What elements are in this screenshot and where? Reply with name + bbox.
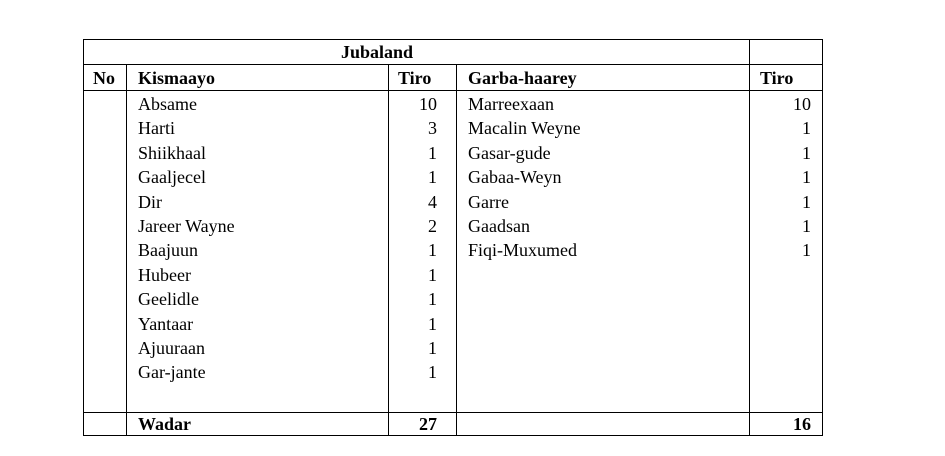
header-no: No xyxy=(93,68,115,88)
kismaayo-clan-count: 2 xyxy=(428,215,437,236)
rule-title-bottom xyxy=(84,64,822,65)
rule-total-top xyxy=(84,412,822,413)
kismaayo-clan-name: Shiikhaal xyxy=(138,142,206,163)
kismaayo-clan-count: 1 xyxy=(428,313,437,334)
kismaayo-clan-count: 3 xyxy=(428,118,437,139)
garba-haarey-clan-name: Macalin Weyne xyxy=(468,118,581,139)
kismaayo-clan-count: 1 xyxy=(428,337,437,358)
kismaayo-clan-name: Yantaar xyxy=(138,313,194,334)
kismaayo-clan-count: 1 xyxy=(428,240,437,261)
table-title: Jubaland xyxy=(341,42,414,62)
kismaayo-clan-count: 4 xyxy=(428,191,437,212)
garba-haarey-clan-name: Marreexaan xyxy=(468,94,554,114)
kismaayo-clan-name: Harti xyxy=(138,118,175,139)
kismaayo-clan-count: 1 xyxy=(428,264,437,285)
total-garba-haarey: 16 xyxy=(793,414,811,434)
header-kismaayo: Kismaayo xyxy=(138,68,216,88)
kismaayo-clan-list xyxy=(138,92,383,385)
header-garba-haarey: Garba-haarey xyxy=(468,68,577,88)
kismaayo-count-list xyxy=(389,92,437,385)
kismaayo-clan-count: 1 xyxy=(428,362,437,383)
rule-col-district2 xyxy=(456,64,457,435)
total-label: Wadar xyxy=(138,414,192,434)
garba-haarey-clan-name: Fiqi-Muxumed xyxy=(468,240,578,261)
kismaayo-clan-name: Jareer Wayne xyxy=(138,215,235,236)
kismaayo-clan-name: Hubeer xyxy=(138,264,191,285)
garba-haarey-clan-count: 1 xyxy=(802,142,811,163)
garba-haarey-clan-count: 10 xyxy=(793,94,811,114)
kismaayo-clan-count: 10 xyxy=(419,94,437,114)
garba-haarey-clan-count: 1 xyxy=(802,118,811,139)
garba-haarey-clan-count: 1 xyxy=(802,191,811,212)
garba-haarey-clan-count: 1 xyxy=(802,215,811,236)
kismaayo-clan-name: Ajuuraan xyxy=(138,337,205,358)
rule-col-no xyxy=(126,64,127,435)
header-tiro-kismaayo: Tiro xyxy=(398,68,432,88)
garba-haarey-clan-name: Gaadsan xyxy=(468,215,530,236)
garba-haarey-clan-count: 1 xyxy=(802,167,811,188)
kismaayo-clan-name: Baajuun xyxy=(138,240,198,261)
kismaayo-clan-count: 1 xyxy=(428,167,437,188)
garba-haarey-clan-list xyxy=(468,92,738,263)
kismaayo-clan-count: 1 xyxy=(428,142,437,163)
rule-header-bottom xyxy=(84,90,822,91)
kismaayo-clan-name: Gaaljecel xyxy=(138,167,206,188)
clan-table xyxy=(83,39,823,436)
kismaayo-clan-name: Dir xyxy=(138,191,162,212)
garba-haarey-clan-name: Garre xyxy=(468,191,509,212)
garba-haarey-clan-name: Gabaa-Weyn xyxy=(468,167,562,188)
garba-haarey-count-list xyxy=(750,92,811,263)
total-kismaayo: 27 xyxy=(419,414,437,434)
kismaayo-clan-name: Absame xyxy=(138,94,197,114)
kismaayo-clan-name: Geelidle xyxy=(138,289,199,310)
header-tiro-garba-haarey: Tiro xyxy=(760,68,794,88)
garba-haarey-clan-count: 1 xyxy=(802,240,811,261)
kismaayo-clan-count: 1 xyxy=(428,289,437,310)
garba-haarey-clan-name: Gasar-gude xyxy=(468,142,551,163)
kismaayo-clan-name: Gar-jante xyxy=(138,362,206,383)
